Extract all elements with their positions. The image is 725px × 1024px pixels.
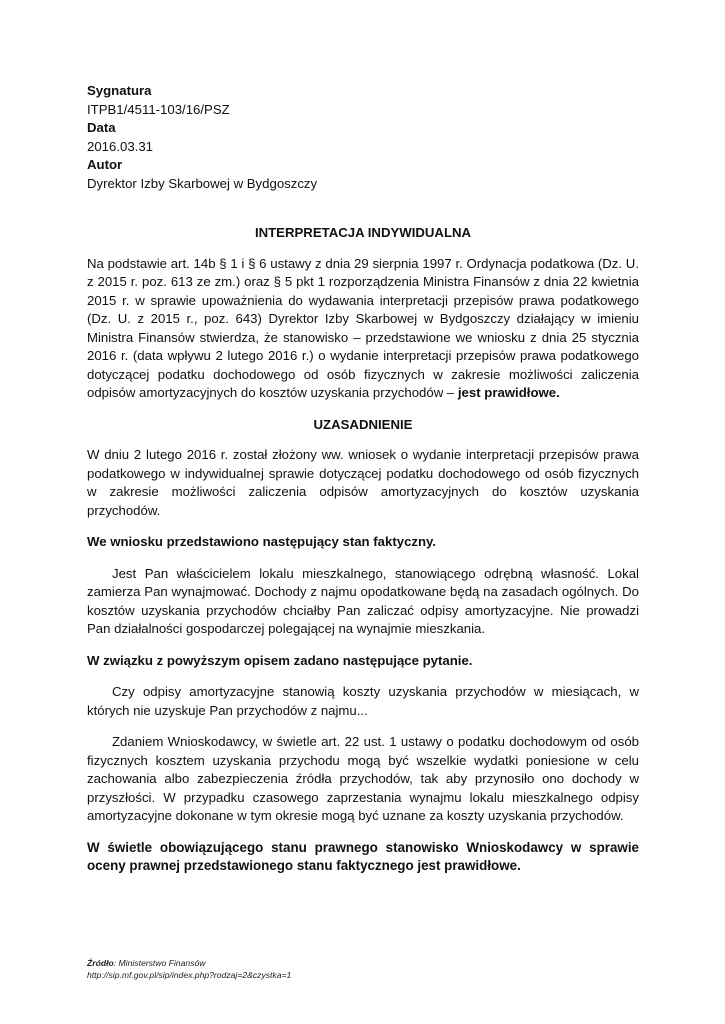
question-paragraph: Czy odpisy amortyzacyjne stanowią koszty uzyskania przychodów w miesiącach, w których nie uzyskuje Pan przychodów z najmu...	[87, 684, 639, 718]
date-value: 2016.03.31	[87, 138, 154, 154]
source-label: Źródło	[87, 958, 114, 968]
author-label: Autor	[87, 157, 123, 172]
position-paragraph: Zdaniem Wnioskodawcy, w świetle art. 22 ust. 1 ustawy o podatku dochodowym od osób fizycznych kosztem uzyskania przychodu mogą być wszelkie wydatki poniesione w celu zachowania albo zabezpieczenia źródła przychodów, tak aby przynosiło ono dochody w przyszłości. W przypadku czasowego zaprzestania wynajmu lokalu mieszkalnego odpisy amortyzacyjne dokonane w tym okresie mogą być uznane za koszty uzyskania przychodów.	[87, 734, 639, 823]
signature-value: ITPB1/4511-103/16/PSZ	[87, 101, 230, 117]
intro-paragraph	[87, 255, 639, 403]
facts-paragraph: Jest Pan właścicielem lokalu mieszkalnego, stanowiącego odrębną własność. Lokal zamierza Pan wynajmować. Dochody z najmu opodatkowane będą na zasadach ogólnych. Do kosztów uzyskania przychodów chciałby Pan zaliczać odpisy amortyzacyjne. Nie prowadzi Pan działalności gospodarczej polegającej na wynajmie mieszkania.	[87, 565, 639, 636]
document-title: INTERPRETACJA INDYWIDUALNA	[254, 225, 472, 240]
final-statement: W świetle obowiązującego stanu prawnego stanowisko Wnioskodawcy w sprawie oceny prawnej przedstawionego stanu faktycznego jest prawidłowe.	[87, 839, 639, 873]
document-page	[87, 82, 639, 876]
document-metadata	[87, 82, 639, 193]
date-label: Data	[87, 120, 116, 135]
intro-text: Na podstawie art. 14b § 1 i § 6 ustawy z dnia 29 sierpnia 1997 r. Ordynacja podatkowa (Dz. U. z 2015 r. poz. 613 ze zm.) oraz § 5 pkt 1 rozporządzenia Ministra Finansów z dnia 22 kwietnia 2015 r. w sprawie upoważnienia do wydawania interpretacji przepisów prawa podatkowego (Dz. U. z 2015 r., poz. 643) Dyrektor Izby Skarbowej w Bydgoszczy działający w imieniu Ministra Finansów stwierdza, że stanowisko – przedstawione we wniosku z dnia 25 stycznia 2016 r. (data wpływu 2 lutego 2016 r.) o wydanie interpretacji przepisów prawa podatkowego dotyczącej podatku dochodowego od osób fizycznych w zakresie możliwości zaliczenia odpisów amortyzacyjnych do kosztów uzyskania przychodów –	[87, 255, 639, 400]
facts-heading: We wniosku przedstawiono następujący stan faktyczny.	[87, 534, 437, 549]
source-url: http://sip.mf.gov.pl/sip/index.php?rodzaj=2&czystka=1	[87, 970, 292, 980]
intro-verdict: jest prawidłowe.	[457, 385, 560, 400]
justification-heading: UZASADNIENIE	[313, 416, 413, 432]
source-value: : Ministerstwo Finansów	[113, 958, 206, 968]
source-line	[87, 957, 647, 969]
question-heading: W związku z powyższym opisem zadano następujące pytanie.	[87, 652, 473, 668]
signature-label: Sygnatura	[87, 83, 152, 98]
source-footer	[87, 957, 647, 981]
filing-paragraph: W dniu 2 lutego 2016 r. został złożony ww. wniosek o wydanie interpretacji przepisów prawa podatkowego w indywidualnej sprawie dotyczącej podatku dochodowego od osób fizycznych w zakresie możliwości zaliczenia odpisów amortyzacyjnych do kosztów uzyskania przychodów.	[87, 447, 639, 518]
author-value: Dyrektor Izby Skarbowej w Bydgoszczy	[87, 175, 318, 191]
